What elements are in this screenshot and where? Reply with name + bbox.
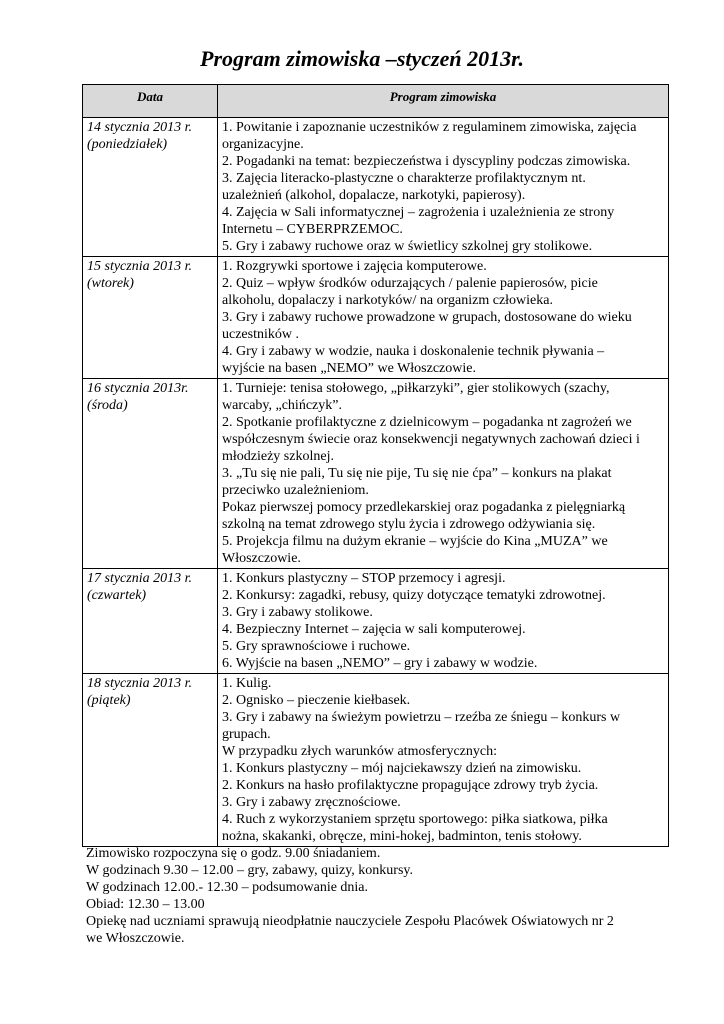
date-cell <box>83 118 218 257</box>
program-line: organizacyjne. <box>222 137 304 152</box>
table-row <box>83 379 669 569</box>
program-line: przeciwko uzależnieniom. <box>222 483 369 498</box>
program-line: Włoszczowie. <box>222 551 301 566</box>
program-line: uzależnień (alkohol, dopalacze, narkotyki, papierosy). <box>222 188 526 203</box>
header-date: Data <box>83 85 218 118</box>
document-title: Program zimowiska –styczeń 2013r. <box>200 46 524 71</box>
footer-line: W godzinach 12.00.- 12.30 – podsumowanie dnia. <box>86 880 369 895</box>
program-line: 6. Wyjście na basen „NEMO” – gry i zabawy w wodzie. <box>222 656 538 671</box>
date-cell <box>83 379 218 569</box>
date-cell <box>83 569 218 674</box>
table-row <box>83 257 669 379</box>
program-line: 5. Projekcja filmu na dużym ekranie – wyjście do Kina „MUZA” we <box>222 534 608 549</box>
program-line: 5. Gry sprawnościowe i ruchowe. <box>222 639 411 654</box>
program-line: 1. Kulig. <box>222 676 272 691</box>
weekday-text: (czwartek) <box>87 588 147 603</box>
footer-line: we Włoszczowie. <box>86 931 185 946</box>
program-line: 2. Konkurs na hasło profilaktyczne propagujące zdrowy tryb życia. <box>222 778 599 793</box>
table-row <box>83 118 669 257</box>
program-line: 4. Ruch z wykorzystaniem sprzętu sportowego: piłka siatkowa, piłka <box>222 812 608 827</box>
footer-notes <box>86 845 666 947</box>
program-line: 3. Gry i zabawy ruchowe prowadzone w grupach, dostosowane do wieku <box>222 310 632 325</box>
table-row <box>83 674 669 847</box>
program-line: Internetu – CYBERPRZEMOC. <box>222 222 403 237</box>
weekday-text: (poniedziałek) <box>87 137 168 152</box>
program-line: Pokaz pierwszej pomocy przedlekarskiej oraz pogadanka z pielęgniarką <box>222 500 626 515</box>
footer-line: W godzinach 9.30 – 12.00 – gry, zabawy, quizy, konkursy. <box>86 863 413 878</box>
program-line: 1. Konkurs plastyczny – mój najciekawszy dzień na zimowisku. <box>222 761 582 776</box>
footer-line: Obiad: 12.30 – 13.00 <box>86 897 205 912</box>
program-line: 4. Zajęcia w Sali informatycznej – zagrożenia i uzależnienia ze strony <box>222 205 615 220</box>
program-line: młodzieży szkolnej. <box>222 449 334 464</box>
date-text: 14 stycznia 2013 r. <box>87 120 192 135</box>
weekday-text: (wtorek) <box>87 276 134 291</box>
program-line: 4. Bezpieczny Internet – zajęcia w sali komputerowej. <box>222 622 526 637</box>
program-line: uczestników . <box>222 327 299 342</box>
weekday-text: (środa) <box>87 398 128 413</box>
footer-line: Opiekę nad uczniami sprawują nieodpłatnie nauczyciele Zespołu Placówek Oświatowych nr 2 <box>86 914 614 929</box>
program-line: 1. Turnieje: tenisa stołowego, „piłkarzyki”, gier stolikowych (szachy, <box>222 381 610 396</box>
date-cell <box>83 257 218 379</box>
program-table <box>82 84 669 847</box>
date-text: 18 stycznia 2013 r. <box>87 676 192 691</box>
program-line: 3. Gry i zabawy na świeżym powietrzu – rzeźba ze śniegu – konkurs w <box>222 710 621 725</box>
program-line: 5. Gry i zabawy ruchowe oraz w świetlicy szkolnej gry stolikowe. <box>222 239 593 254</box>
date-text: 17 stycznia 2013 r. <box>87 571 192 586</box>
program-line: 2. Quiz – wpływ środków odurzających / palenie papierosów, picie <box>222 276 598 291</box>
program-cell <box>218 674 669 847</box>
program-line: 3. Gry i zabawy stolikowe. <box>222 605 373 620</box>
program-cell <box>218 379 669 569</box>
program-line: 1. Rozgrywki sportowe i zajęcia komputerowe. <box>222 259 487 274</box>
program-line: warcaby, „chińczyk”. <box>222 398 342 413</box>
footer-line: Zimowisko rozpoczyna się o godz. 9.00 śniadaniem. <box>86 846 381 861</box>
table-header-row <box>83 85 669 118</box>
program-line: 4. Gry i zabawy w wodzie, nauka i doskonalenie technik pływania – <box>222 344 605 359</box>
program-cell <box>218 257 669 379</box>
date-text: 15 stycznia 2013 r. <box>87 259 192 274</box>
table-row <box>83 569 669 674</box>
program-line: nożna, skakanki, obręcze, mini-hokej, badminton, tenis stołowy. <box>222 829 582 844</box>
program-line: 2. Pogadanki na temat: bezpieczeństwa i dyscypliny podczas zimowiska. <box>222 154 631 169</box>
header-program: Program zimowiska <box>218 85 669 118</box>
program-line: współczesnym świecie oraz konsekwencji negatywnych zachowań dzieci i <box>222 432 640 447</box>
program-line: 1. Konkurs plastyczny – STOP przemocy i agresji. <box>222 571 506 586</box>
program-line: 2. Konkursy: zagadki, rebusy, quizy dotyczące tematyki zdrowotnej. <box>222 588 606 603</box>
program-line: alkoholu, dopalaczy i narkotyków/ na organizm człowieka. <box>222 293 553 308</box>
program-line: 2. Ognisko – pieczenie kiełbasek. <box>222 693 411 708</box>
program-line: 2. Spotkanie profilaktyczne z dzielnicowym – pogadanka nt zagrożeń we <box>222 415 632 430</box>
program-line: 3. Gry i zabawy zręcznościowe. <box>222 795 401 810</box>
program-line: szkolną na temat zdrowego stylu życia i zdrowego odżywiania się. <box>222 517 596 532</box>
date-text: 16 stycznia 2013r. <box>87 381 189 396</box>
weekday-text: (piątek) <box>87 693 131 708</box>
program-cell <box>218 569 669 674</box>
program-cell <box>218 118 669 257</box>
program-line: 1. Powitanie i zapoznanie uczestników z regulaminem zimowiska, zajęcia <box>222 120 637 135</box>
program-line: grupach. <box>222 727 271 742</box>
program-line: W przypadku złych warunków atmosferycznych: <box>222 744 497 759</box>
date-cell <box>83 674 218 847</box>
program-line: wyjście na basen „NEMO” we Włoszczowie. <box>222 361 476 376</box>
program-line: 3. Zajęcia literacko-plastyczne o charakterze profilaktycznym nt. <box>222 171 586 186</box>
program-line: 3. „Tu się nie pali, Tu się nie pije, Tu się nie ćpa” – konkurs na plakat <box>222 466 612 481</box>
